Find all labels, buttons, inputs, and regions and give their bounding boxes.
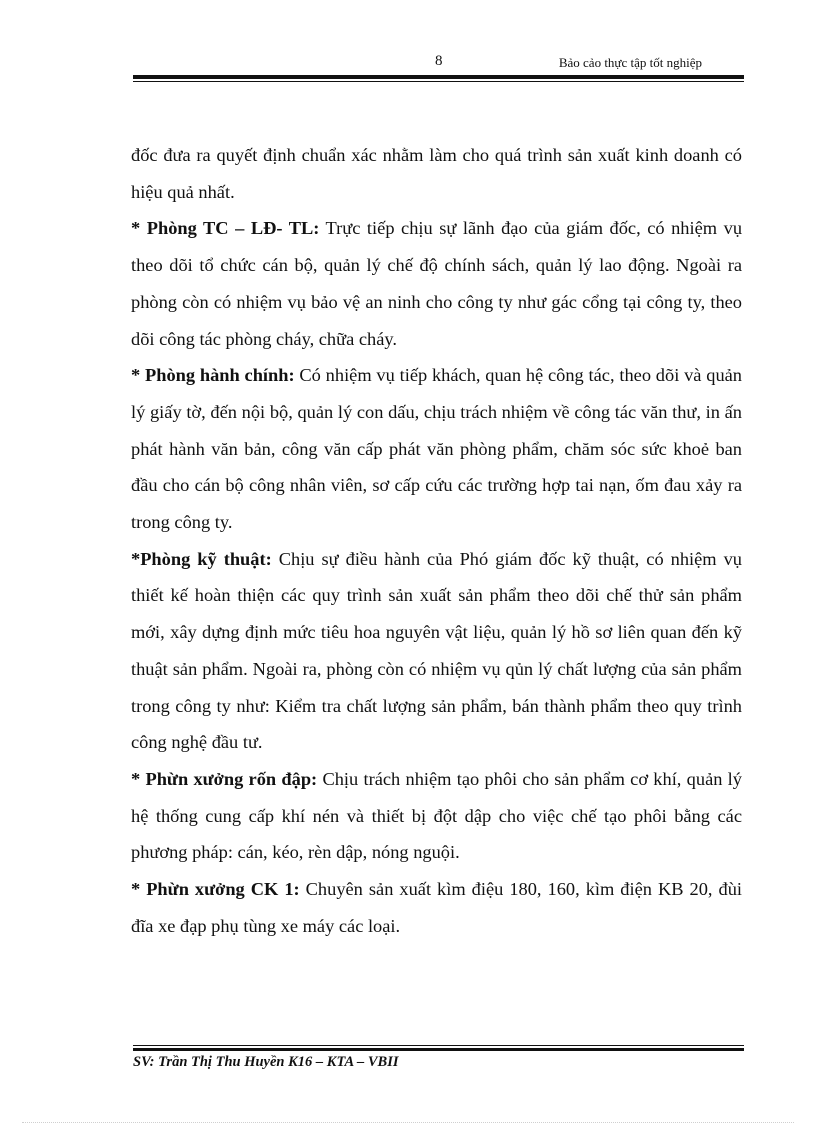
footer-rule-thick — [133, 1048, 744, 1051]
footer-rule-thin — [133, 1045, 744, 1046]
paragraph-text: Chịu trách nhiệm tạo phôi cho sản phẩm cơ khí, quản lý hệ thống cung cấp khí nén và thiết bị đột dập cho việc chế tạo phôi bằng các phương pháp: cán, kéo, rèn dập, nóng nguội. — [131, 768, 742, 863]
page-number: 8 — [435, 53, 443, 69]
header-rule-thin — [133, 81, 744, 82]
paragraph-text: Có nhiệm vụ tiếp khách, quan hệ công tác, theo dõi và quản lý giấy tờ, đến nội bộ, quản lý con dấu, chịu trách nhiệm về công tác văn thư, in ấn phát hành văn bản, công văn cấp phát văn phòng phẩm, chăm sóc sức khoẻ ban đầu cho cán bộ công nhân viên, sơ cấp cứu các trường hợp tai nạn, ốm đau xảy ra trong công ty. — [131, 365, 742, 533]
paragraph-heading: * Phừn xưởng CK 1: — [131, 879, 300, 900]
paragraph-heading: * Phòng hành chính: — [131, 365, 295, 386]
paragraph-phan-xuong-ren-dap — [131, 761, 742, 871]
paragraph-phan-xuong-ck1 — [131, 871, 742, 944]
paragraph-text: Chuyên sản xuất kìm điệu 180, 160, kìm điện KB 20, đùi đĩa xe đạp phụ tùng xe máy các loại. — [131, 879, 742, 936]
header-rule-thick — [133, 75, 744, 79]
intro-paragraph: đốc đưa ra quyết định chuẩn xác nhằm làm cho quá trình sản xuất kinh doanh có hiệu quả nhất. — [131, 145, 742, 202]
paragraph-heading: *Phòng kỹ thuật: — [131, 548, 272, 569]
footer-author: SV: Trần Thị Thu Huyền K16 – KTA – VBII — [133, 1054, 399, 1070]
paragraph-phong-hanh-chinh — [131, 357, 742, 541]
paragraph-text: Chịu sự điều hành của Phó giám đốc kỹ thuật, có nhiệm vụ thiết kế hoàn thiện các quy trình sản xuất sản phẩm theo dõi chế thử sản phẩm mới, xây dựng định mức tiêu hoa nguyên vật liệu, quản lý hồ sơ liên quan đến kỹ thuật sản phẩm. Ngoài ra, phòng còn có nhiệm vụ qủn lý chất lượng của sản phẩm trong công ty như: Kiểm tra chất lượng sản phẩm, bán thành phẩm theo quy trình công nghệ đầu tư. — [131, 548, 743, 753]
paragraph-phong-tc-ld-tl — [131, 210, 742, 357]
paragraph-text: Trực tiếp chịu sự lãnh đạo của giám đốc, có nhiệm vụ theo dõi tổ chức cán bộ, quản lý chế độ chính sách, quản lý lao động. Ngoài ra phòng còn có nhiệm vụ bảo vệ an ninh cho công ty như gác cổng tại công ty, theo dõi công tác phòng cháy, chữa cháy. — [131, 218, 743, 349]
paragraph-heading: * Phừn xưởng rốn đập: — [131, 768, 318, 789]
document-title: Bảo cảo thực tập tốt nghiệp — [558, 55, 702, 70]
body-text — [131, 137, 742, 944]
paragraph-phong-ky-thuat — [131, 541, 742, 761]
paragraph-heading: * Phòng TC – LĐ- TL: — [131, 218, 320, 239]
